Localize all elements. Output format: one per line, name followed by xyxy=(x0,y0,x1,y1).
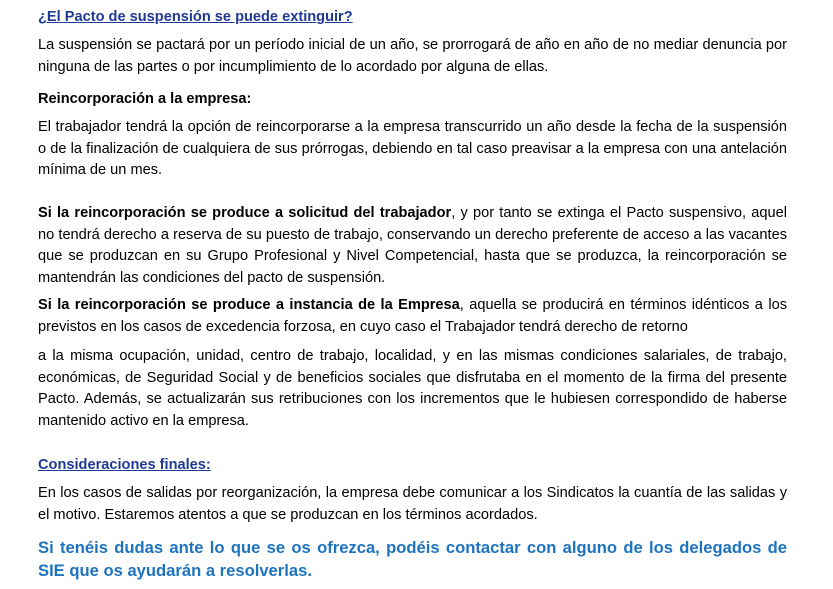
paragraph-reincorporation-option: El trabajador tendrá la opción de reincorporarse a la empresa transcurrido un año desde la fecha de la suspensión o de la finalización de cualquiera de sus prórrogas, debiendo en tal caso preavisar a la empresa con una antelación mínima de un mes. xyxy=(38,119,787,178)
worker-request-lead: Si la reincorporación se produce a solicitud del trabajador xyxy=(38,205,452,221)
section-heading-extinction: ¿El Pacto de suspensión se puede extinguir? xyxy=(38,9,353,25)
company-request-lead: Si la reincorporación se produce a instancia de la Empresa xyxy=(38,297,460,313)
paragraph-suspension-period: La suspensión se pactará por un período inicial de un año, se prorrogará de año en año de no mediar denuncia por ninguna de las partes o por incumplimiento de lo acordado por alguna de ellas. xyxy=(38,37,787,75)
paragraph-worker-request xyxy=(38,203,787,289)
company-request-text: , aquella se producirá en términos idénticos a los previstos en los casos de excedencia forzosa, en cuyo caso el Trabajador tendrá derecho de retorno xyxy=(38,297,787,335)
section-heading-final-considerations: Consideraciones finales: xyxy=(38,457,211,473)
paragraph-return-conditions: a la misma ocupación, unidad, centro de trabajo, localidad, y en las mismas condiciones salariales, de trabajo, económicas, de Seguridad Social y de beneficios sociales que disfrutaba en el momento de la firma del presente Pacto. Además, se actualizarán sus retribuciones con los incrementos que le hubiesen correspondido de haberse mantenido activo en la empresa. xyxy=(38,348,787,429)
closing-contact-note: Si tenéis dudas ante lo que se os ofrezca, podéis contactar con alguno de los delegados de SIE que os ayudarán a resolverlas. xyxy=(38,538,787,580)
paragraph-company-request xyxy=(38,295,787,338)
paragraph-final-considerations: En los casos de salidas por reorganización, la empresa debe comunicar a los Sindicatos la cuantía de las salidas y el motivo. Estaremos atentos a que se produzcan en los términos acordados. xyxy=(38,485,787,523)
section-heading-reincorporation: Reincorporación a la empresa: xyxy=(38,91,252,107)
worker-request-text: , y por tanto se extinga el Pacto suspensivo, aquel no tendrá derecho a reserva de su puesto de trabajo, conservando un derecho preferente de acceso a las vacantes que se produzcan en su Grupo Profesional y Nivel Competencial, hasta que se produzca, la reincorporación se mantendrán las condiciones del pacto de suspensión. xyxy=(38,205,787,286)
